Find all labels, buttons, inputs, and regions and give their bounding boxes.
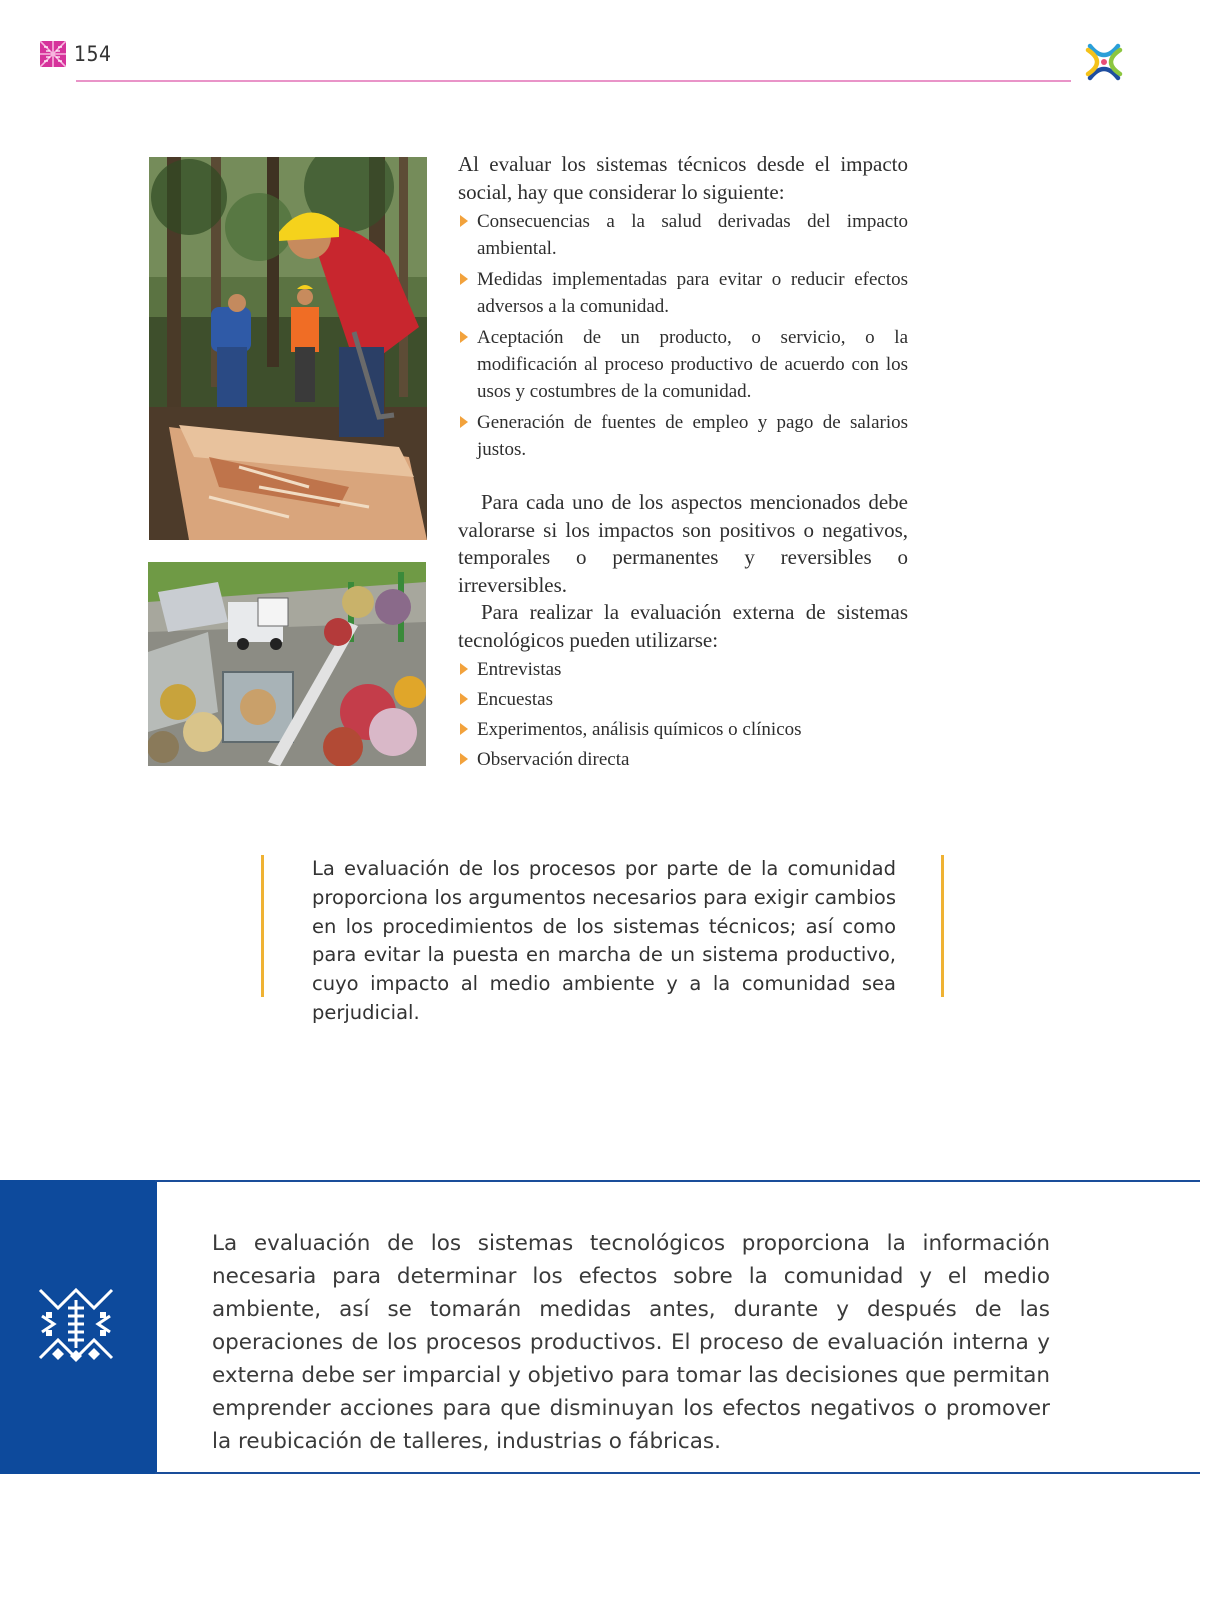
bullet-arrow-icon [460,416,468,428]
bullet-arrow-icon [460,693,468,705]
spacer [458,467,908,489]
bullet-arrow-icon [460,215,468,227]
page-number: 154 [74,42,112,66]
series-logo-icon [1080,38,1128,86]
list-item: Experimentos, análisis químicos o clínicos [458,716,908,743]
white-woven-emblem-icon [38,1286,114,1362]
evaluation-methods-list [458,656,908,773]
list-item: Medidas implementadas para evitar o reducir efectos adversos a la comunidad. [458,266,908,320]
bullet-arrow-icon [460,753,468,765]
callout-box [261,855,944,1024]
list-item: Aceptación de un producto, o servicio, o la modificación al proceso productivo de acuerdo con los usos y costumbres de la comunidad. [458,324,908,405]
page-number-block [40,40,112,68]
main-text-column [458,151,908,776]
forest-workers-photo [149,157,427,540]
pink-woven-ornament-icon [40,41,66,67]
bullet-arrow-icon [460,273,468,285]
header-rule [76,80,1071,82]
list-item: Encuestas [458,686,908,713]
summary-bottom-rule [155,1472,1200,1474]
list-item: Consecuencias a la salud derivadas del impacto ambiental. [458,208,908,262]
callout-right-bar [941,855,944,997]
summary-side-panel [0,1180,157,1474]
callout-text: La evaluación de los procesos por parte de la comunidad proporciona los argumentos necesarios para exigir cambios en los procedimientos de los sistemas técnicos; así como para evitar la puesta en marcha de un sistema productivo, cuyo impacto al medio ambiente y a la comunidad sea perjudicial. [312,857,896,1024]
aspects-paragraph: Para cada uno de los aspectos mencionados debe valorarse si los impactos son positivos o negativos, temporales o permanentes y reversibles o irreversibles. [458,490,908,597]
callout-left-bar [261,855,264,997]
external-evaluation-paragraph: Para realizar la evaluación externa de sistemas tecnológicos pueden utilizarse: [458,600,908,652]
summary-top-rule [155,1180,1200,1182]
list-item: Generación de fuentes de empleo y pago de salarios justos. [458,409,908,463]
summary-text: La evaluación de los sistemas tecnológicos proporciona la información necesaria para determinar los efectos sobre la comunidad y el medio ambiente, así se tomarán medidas antes, durante y después de las operaciones de los procesos productivos. El proceso de evaluación interna y externa debe ser imparcial y objetivo para tomar las decisiones que permitan emprender acciones para que disminuyan los efectos negativos o promover la reubicación de talleres, industrias o fábricas. [212,1231,1050,1454]
bullet-arrow-icon [460,331,468,343]
list-item: Entrevistas [458,656,908,683]
bullet-arrow-icon [460,723,468,735]
social-impact-list [458,208,908,463]
summary-band [0,1180,1214,1474]
intro-paragraph: Al evaluar los sistemas técnicos desde el impacto social, hay que considerar lo siguiente: [458,152,908,204]
bullet-arrow-icon [460,663,468,675]
recycling-center-photo [148,562,426,766]
list-item: Observación directa [458,746,908,773]
